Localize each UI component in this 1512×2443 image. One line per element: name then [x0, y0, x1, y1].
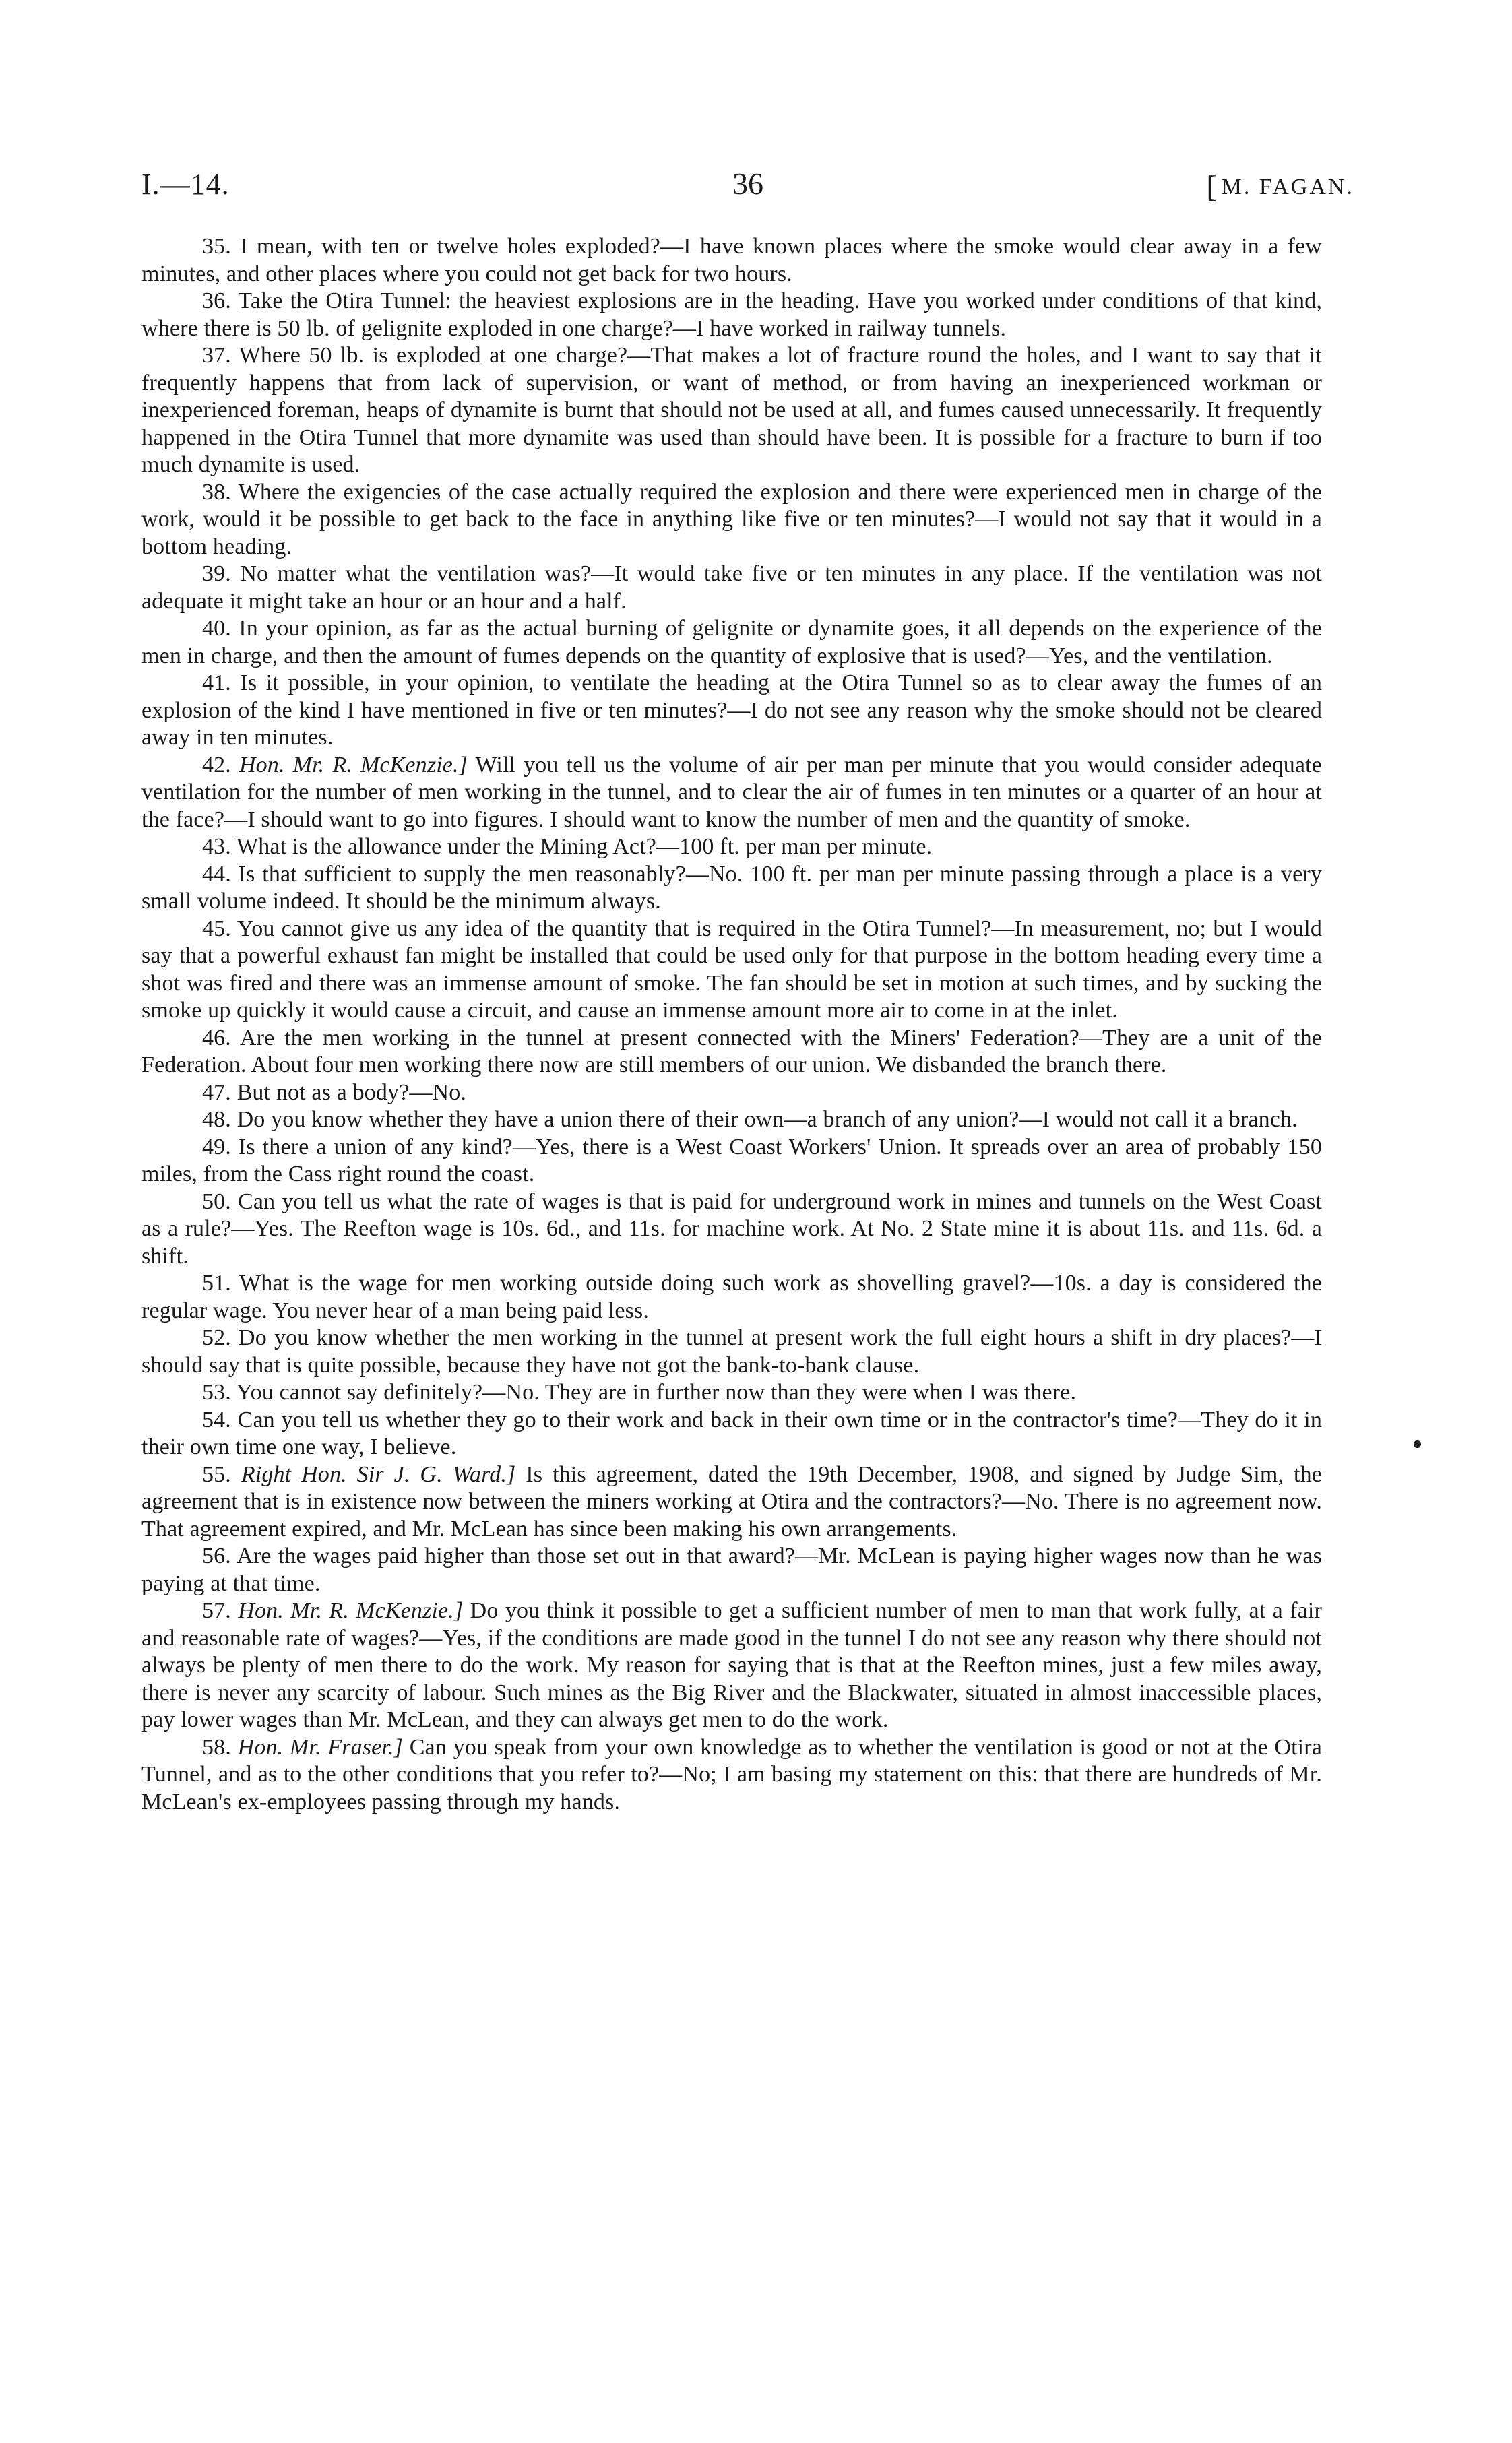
evidence-paragraph: 57. Hon. Mr. R. McKenzie.] Do you think it possible to get a sufficient number of men to man that work fully, at a fair and reasonable rate of wages?—Yes, if the conditions are made good in the tunnel I do not see any reason why there should not always be plenty of men there to do the work. My reason for saying that is that at the Reefton mines, just a few miles away, there is never any scarcity of labour. Such mines as the Big River and the Blackwater, situated in almost inaccessible places, pay lower wages than Mr. McLean, and they can always get men to do the work.: [141, 1598, 1322, 1732]
speaker-name: Hon. Mr. Fraser.]: [237, 1734, 404, 1760]
evidence-paragraph: 37. Where 50 lb. is exploded at one charge?—That makes a lot of fracture round the holes, and I want to say that it frequently happens that from lack of supervision, or want of method, or from having an inexperienced workman or inexperienced foreman, heaps of dynamite is burnt that should not be used at all, and fumes caused unnecessarily. It frequently happened in the Otira Tunnel that more dynamite was used than should have been. It is possible for a fracture to burn if too much dynamite is used.: [141, 343, 1322, 477]
evidence-paragraph: 44. Is that sufficient to supply the men reasonably?—No. 100 ft. per man per minute passing through a place is a very small volume indeed. It should be the minimum always.: [141, 861, 1322, 914]
speaker-name: Right Hon. Sir J. G. Ward.]: [241, 1461, 516, 1487]
evidence-paragraph: 54. Can you tell us whether they go to their work and back in their own time or in the contractor's time?—They do it in their own time one way, I believe.: [141, 1407, 1322, 1459]
witness-name: M. FAGAN.: [1221, 174, 1354, 199]
evidence-paragraph: 55. Right Hon. Sir J. G. Ward.] Is this agreement, dated the 19th December, 1908, and signed by Judge Sim, the agreement that is in existence now between the miners working at Otira and the contractors?—No. There is no agreement now. That agreement expired, and Mr. McLean has since been making his own arrangements.: [141, 1461, 1322, 1542]
evidence-paragraph: 38. Where the exigencies of the case actually required the explosion and there were experienced men in charge of the work, would it be possible to get back to the face in anything like five or ten minutes?—I would not say that it would in a bottom heading.: [141, 479, 1322, 559]
series-number: I.—14.: [141, 168, 230, 201]
evidence-paragraph: 50. Can you tell us what the rate of wages is that is paid for underground work in mines and tunnels on the West Coast as a rule?—Yes. The Reefton wage is 10s. 6d., and 11s. for machine work. At No. 2 State mine it is about 11s. and 11s. 6d. a shift.: [141, 1188, 1322, 1269]
evidence-paragraph: 42. Hon. Mr. R. McKenzie.] Will you tell us the volume of air per man per minute that you would consider adequate ventilation for the number of men working in the tunnel, and to clear the air of fumes in ten minutes or a quarter of an hour at the face?—I should want to go into figures. I should want to know the number of men and the quantity of smoke.: [141, 752, 1323, 832]
speaker-name: Hon. Mr. R. McKenzie.]: [239, 752, 468, 778]
evidence-paragraph: 47. But not as a body?—No.: [202, 1079, 467, 1105]
margin-dot-mark: [1414, 1440, 1421, 1448]
evidence-paragraph: 40. In your opinion, as far as the actual burning of gelignite or dynamite goes, it all depends on the experience of the men in charge, and then the amount of fumes depends on the quantity of explosive that is used?—Yes, and the ventilation.: [141, 616, 1322, 668]
evidence-paragraph: 39. No matter what the ventilation was?—It would take five or ten minutes in any place. If the ventilation was not adequate it might take an hour or an hour and a half.: [141, 561, 1322, 614]
evidence-paragraph: 52. Do you know whether the men working in the tunnel at present work the full eight hours a shift in dry places?—I should say that is quite possible, because they have not got the bank-to-bank clause.: [141, 1325, 1322, 1378]
evidence-body: [141, 233, 1322, 1816]
evidence-paragraph: 41. Is it possible, in your opinion, to ventilate the heading at the Otira Tunnel so as to clear away the fumes of an explosion of the kind I have mentioned in five or ten minutes?—I do not see any reason why the smoke should not be cleared away in ten minutes.: [141, 670, 1322, 750]
evidence-paragraph: 58. Hon. Mr. Fraser.] Can you speak from your own knowledge as to whether the ventilation is good or not at the Otira Tunnel, and as to the other conditions that you refer to?—No; I am basing my statement on this: that there are hundreds of Mr. McLean's ex-employees passing through my hands.: [141, 1734, 1322, 1814]
evidence-paragraph: 45. You cannot give us any idea of the quantity that is required in the Otira Tunnel?—In measurement, no; but I would say that a powerful exhaust fan might be installed that could be used only for that purpose in the bottom heading every time a shot was fired and there was an immense amount of smoke. The fan should be set in motion at such times, and by sucking the smoke up quickly it would cause a circuit, and cause an immense amount more air to come in at the inlet.: [141, 916, 1322, 1023]
evidence-paragraph: 48. Do you know whether they have a union there of their own—a branch of any union?—I would not call it a branch.: [202, 1107, 1298, 1132]
evidence-paragraph: 51. What is the wage for men working outside doing such work as shovelling gravel?—10s. a day is considered the regular wage. You never hear of a man being paid less.: [141, 1271, 1322, 1323]
page-number: 36: [732, 166, 763, 201]
evidence-paragraph: 53. You cannot say definitely?—No. They are in further now than they were when I was there.: [202, 1380, 1077, 1405]
speaker-name: Hon. Mr. R. McKenzie.]: [238, 1598, 464, 1623]
evidence-paragraph: 56. Are the wages paid higher than those set out in that award?—Mr. McLean is paying higher wages now than he was paying at that time.: [141, 1544, 1322, 1596]
evidence-paragraph: 49. Is there a union of any kind?—Yes, there is a West Coast Workers' Union. It spreads over an area of probably 150 miles, from the Cass right round the coast.: [141, 1134, 1322, 1186]
witness-name-block: [1206, 168, 1354, 204]
evidence-paragraph: 35. I mean, with ten or twelve holes exploded?—I have known places where the smoke would clear away in a few minutes, and other places where you could not get back for two hours.: [141, 234, 1322, 286]
evidence-paragraph: 36. Take the Otira Tunnel: the heaviest explosions are in the heading. Have you worked under conditions of that kind, where there is 50 lb. of gelignite exploded in one charge?—I have worked in railway tunnels.: [141, 288, 1322, 341]
page-header: [141, 167, 1354, 208]
evidence-paragraph: 43. What is the allowance under the Mining Act?—100 ft. per man per minute.: [202, 834, 933, 859]
evidence-paragraph: 46. Are the men working in the tunnel at present connected with the Miners' Federation?—They are a unit of the Federation. About four men working there now are still members of our union. We disbanded the branch there.: [141, 1025, 1322, 1077]
bracket-mark: [: [1206, 169, 1219, 203]
